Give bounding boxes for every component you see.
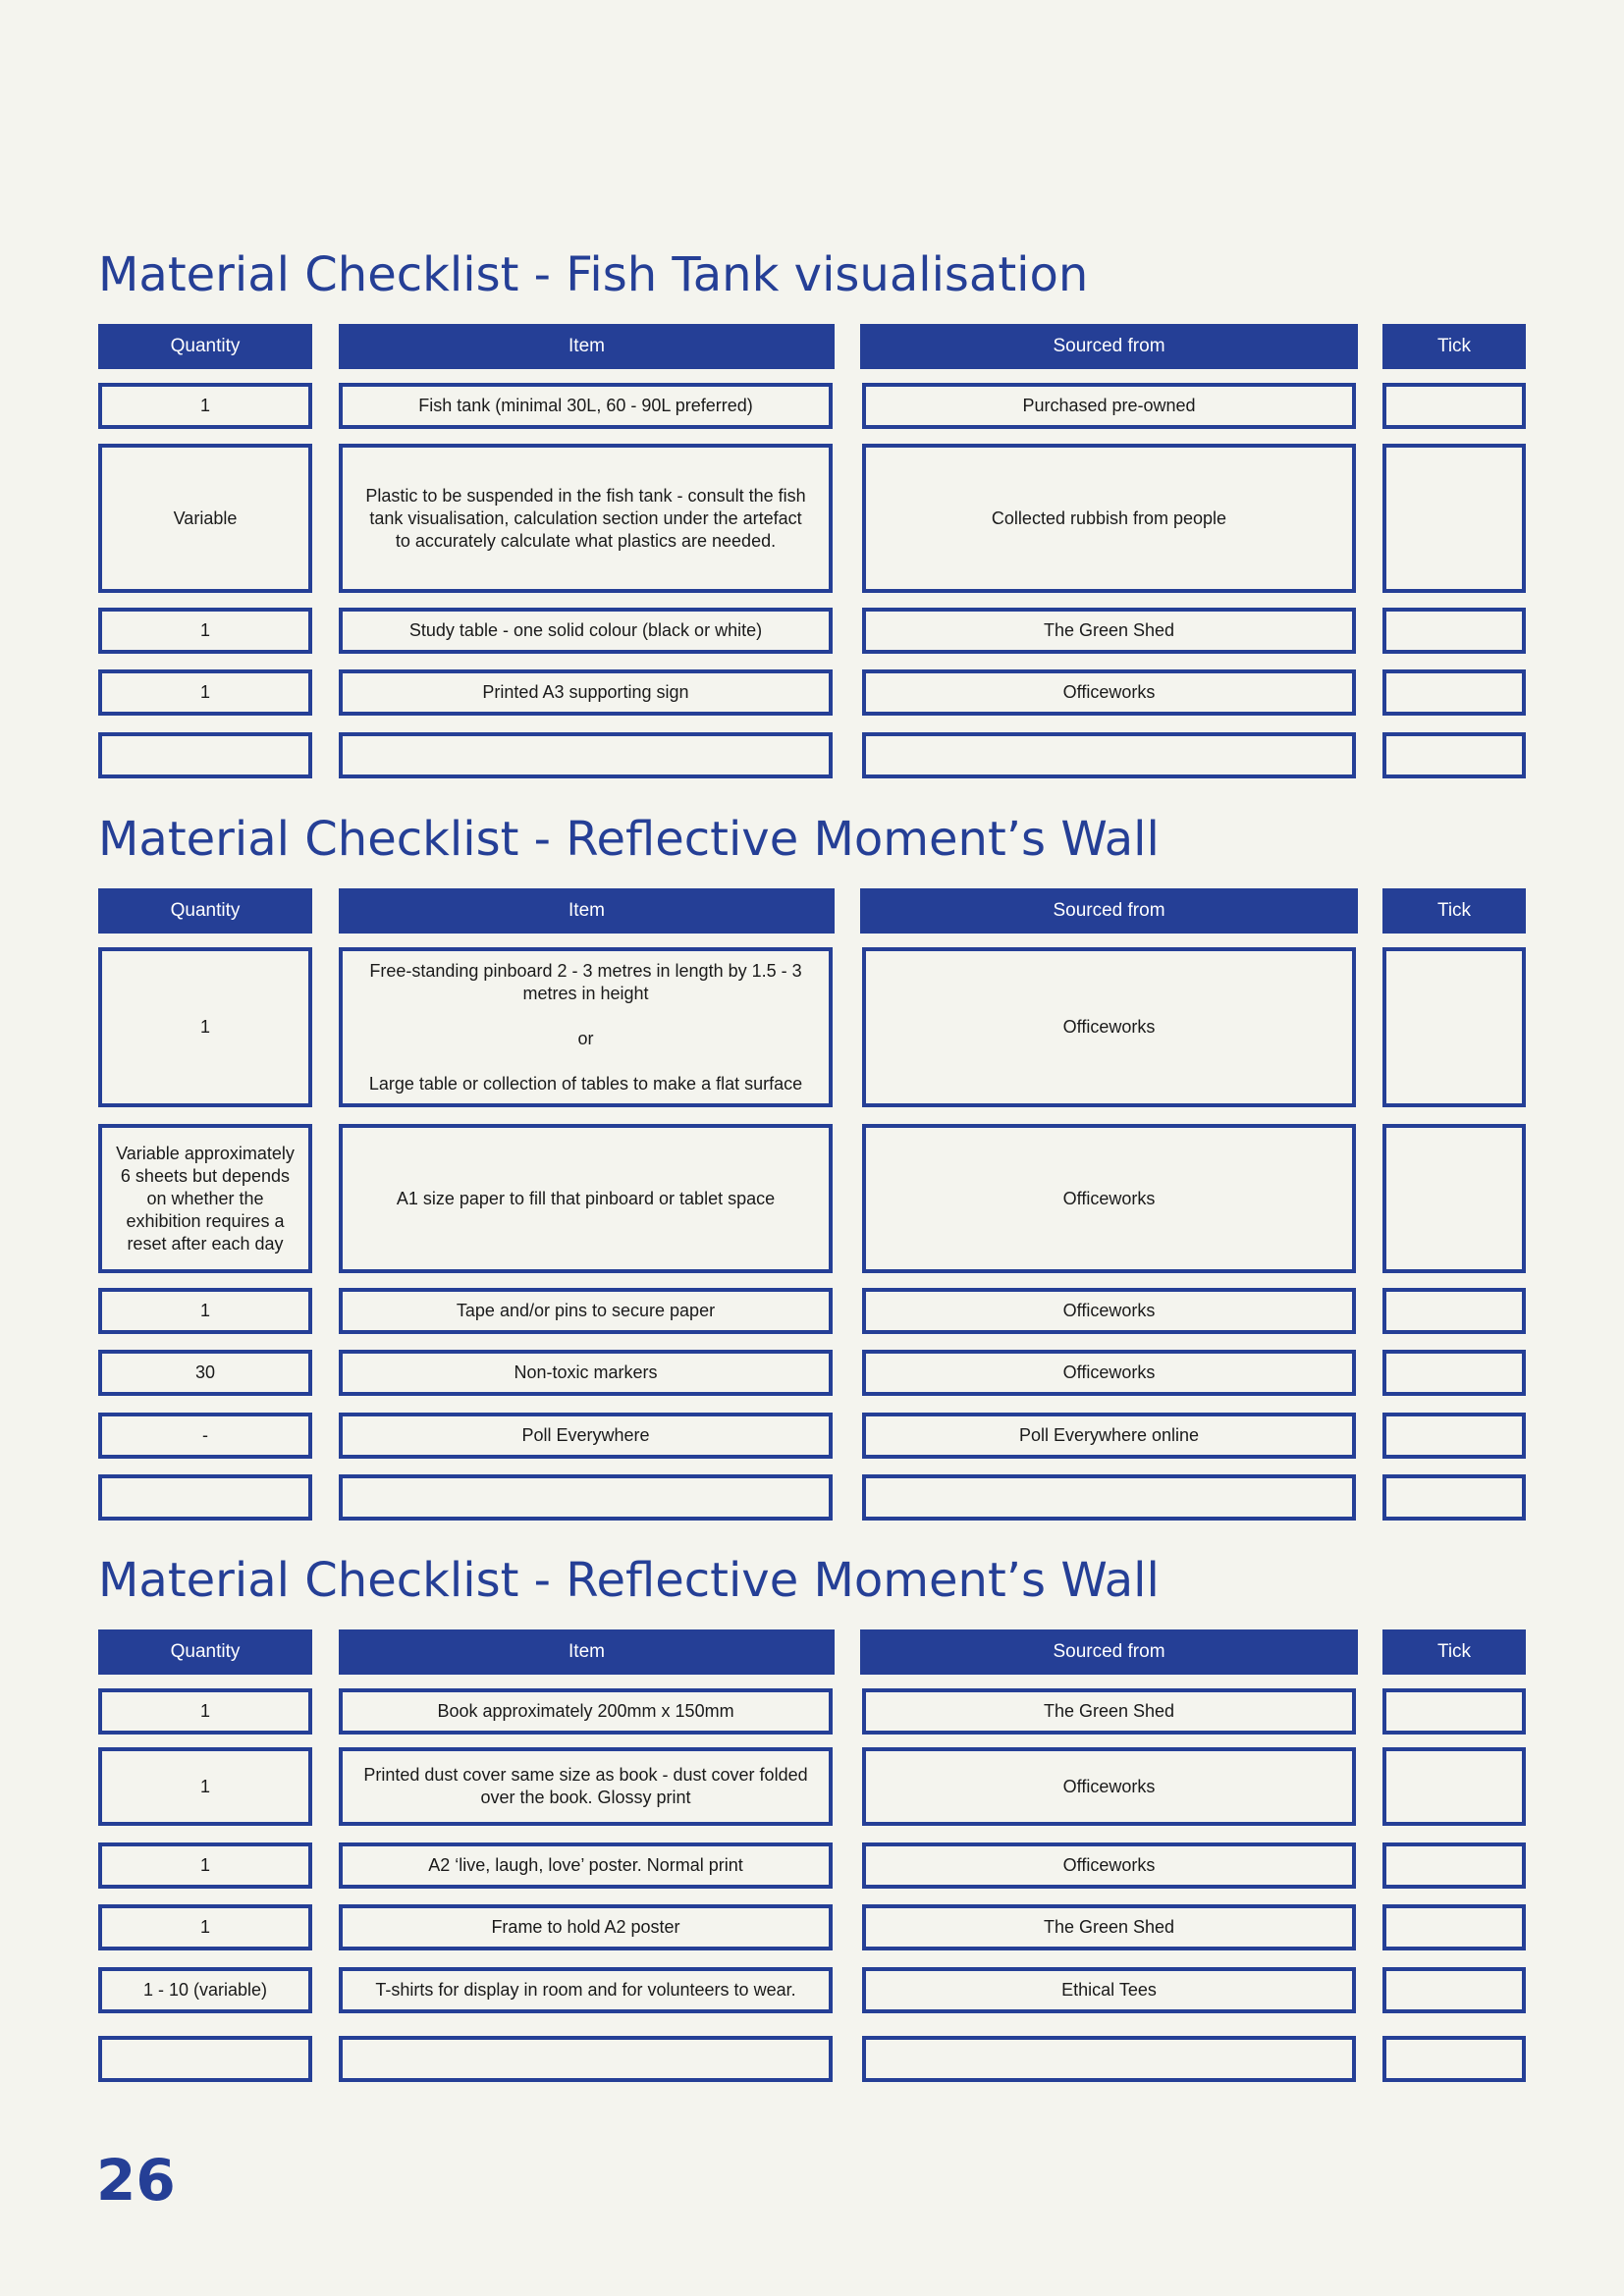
item-cell: Book approximately 200mm x 150mm (339, 1688, 833, 1735)
quantity-cell: 30 (98, 1350, 312, 1396)
item-cell (339, 2036, 833, 2082)
item-cell (339, 732, 833, 778)
tick-checkbox[interactable] (1382, 608, 1526, 654)
sourced-from-cell (862, 1474, 1356, 1521)
sourced-from-cell: Officeworks (862, 1350, 1356, 1396)
quantity-cell: 1 (98, 1688, 312, 1735)
section-title: Material Checklist - Reflective Moment’s Wall (98, 812, 1160, 867)
section-title: Material Checklist - Fish Tank visualisation (98, 247, 1089, 302)
item-cell: Free-standing pinboard 2 - 3 metres in length by 1.5 - 3 metres in height or Large table or collection of tables to make a flat surface (339, 947, 833, 1107)
header-item: Item (339, 1629, 835, 1675)
item-cell: A1 size paper to fill that pinboard or tablet space (339, 1124, 833, 1273)
quantity-cell: 1 (98, 1842, 312, 1889)
sourced-from-cell (862, 732, 1356, 778)
sourced-from-cell: Poll Everywhere online (862, 1413, 1356, 1459)
tick-checkbox[interactable] (1382, 2036, 1526, 2082)
sourced-from-cell: Officeworks (862, 1124, 1356, 1273)
sourced-from-cell: Officeworks (862, 1842, 1356, 1889)
checklist-reflective-wall (98, 810, 1526, 1526)
sourced-from-cell: Purchased pre-owned (862, 383, 1356, 429)
quantity-cell: 1 (98, 1747, 312, 1826)
tick-checkbox[interactable] (1382, 947, 1526, 1107)
header-item: Item (339, 888, 835, 934)
quantity-cell: 1 (98, 383, 312, 429)
sourced-from-cell: Officeworks (862, 669, 1356, 716)
checklist-reflective-wall-2 (98, 1551, 1526, 2086)
item-cell: T-shirts for display in room and for volunteers to wear. (339, 1967, 833, 2013)
quantity-cell: Variable (98, 444, 312, 593)
header-quantity: Quantity (98, 324, 312, 369)
quantity-cell: 1 (98, 947, 312, 1107)
header-sourced-from: Sourced from (860, 324, 1358, 369)
tick-checkbox[interactable] (1382, 383, 1526, 429)
quantity-cell: - (98, 1413, 312, 1459)
quantity-cell: 1 (98, 1288, 312, 1334)
sourced-from-cell: Collected rubbish from people (862, 444, 1356, 593)
quantity-cell (98, 1474, 312, 1521)
item-cell: Fish tank (minimal 30L, 60 - 90L preferred) (339, 383, 833, 429)
quantity-cell: 1 (98, 608, 312, 654)
sourced-from-cell (862, 2036, 1356, 2082)
sourced-from-cell: The Green Shed (862, 1904, 1356, 1950)
tick-checkbox[interactable] (1382, 1747, 1526, 1826)
header-quantity: Quantity (98, 888, 312, 934)
tick-checkbox[interactable] (1382, 1688, 1526, 1735)
quantity-cell: Variable approximately 6 sheets but depends on whether the exhibition requires a reset after each day (98, 1124, 312, 1273)
sourced-from-cell: Officeworks (862, 1288, 1356, 1334)
sourced-from-cell: The Green Shed (862, 608, 1356, 654)
item-cell: Plastic to be suspended in the fish tank - consult the fish tank visualisation, calculation section under the artefact to accurately calculate what plastics are needed. (339, 444, 833, 593)
tick-checkbox[interactable] (1382, 732, 1526, 778)
tick-checkbox[interactable] (1382, 669, 1526, 716)
tick-checkbox[interactable] (1382, 1904, 1526, 1950)
item-cell: Printed A3 supporting sign (339, 669, 833, 716)
item-cell: Non-toxic markers (339, 1350, 833, 1396)
sourced-from-cell: Officeworks (862, 947, 1356, 1107)
tick-checkbox[interactable] (1382, 444, 1526, 593)
item-cell (339, 1474, 833, 1521)
sourced-from-cell: Ethical Tees (862, 1967, 1356, 2013)
item-cell: Study table - one solid colour (black or white) (339, 608, 833, 654)
header-quantity: Quantity (98, 1629, 312, 1675)
tick-checkbox[interactable] (1382, 1967, 1526, 2013)
item-cell: Printed dust cover same size as book - dust cover folded over the book. Glossy print (339, 1747, 833, 1826)
quantity-cell (98, 2036, 312, 2082)
tick-checkbox[interactable] (1382, 1124, 1526, 1273)
header-tick: Tick (1382, 888, 1526, 934)
tick-checkbox[interactable] (1382, 1350, 1526, 1396)
quantity-cell (98, 732, 312, 778)
quantity-cell: 1 (98, 669, 312, 716)
tick-checkbox[interactable] (1382, 1842, 1526, 1889)
header-item: Item (339, 324, 835, 369)
quantity-cell: 1 (98, 1904, 312, 1950)
checklist-fish-tank (98, 245, 1526, 780)
item-cell: Poll Everywhere (339, 1413, 833, 1459)
item-cell: Frame to hold A2 poster (339, 1904, 833, 1950)
section-title: Material Checklist - Reflective Moment’s Wall (98, 1553, 1160, 1608)
header-tick: Tick (1382, 324, 1526, 369)
header-sourced-from: Sourced from (860, 888, 1358, 934)
tick-checkbox[interactable] (1382, 1413, 1526, 1459)
sourced-from-cell: Officeworks (862, 1747, 1356, 1826)
sourced-from-cell: The Green Shed (862, 1688, 1356, 1735)
item-cell: Tape and/or pins to secure paper (339, 1288, 833, 1334)
item-cell: A2 ‘live, laugh, love’ poster. Normal print (339, 1842, 833, 1889)
tick-checkbox[interactable] (1382, 1288, 1526, 1334)
tick-checkbox[interactable] (1382, 1474, 1526, 1521)
header-sourced-from: Sourced from (860, 1629, 1358, 1675)
header-tick: Tick (1382, 1629, 1526, 1675)
quantity-cell: 1 - 10 (variable) (98, 1967, 312, 2013)
page-number: 26 (96, 2147, 176, 2214)
